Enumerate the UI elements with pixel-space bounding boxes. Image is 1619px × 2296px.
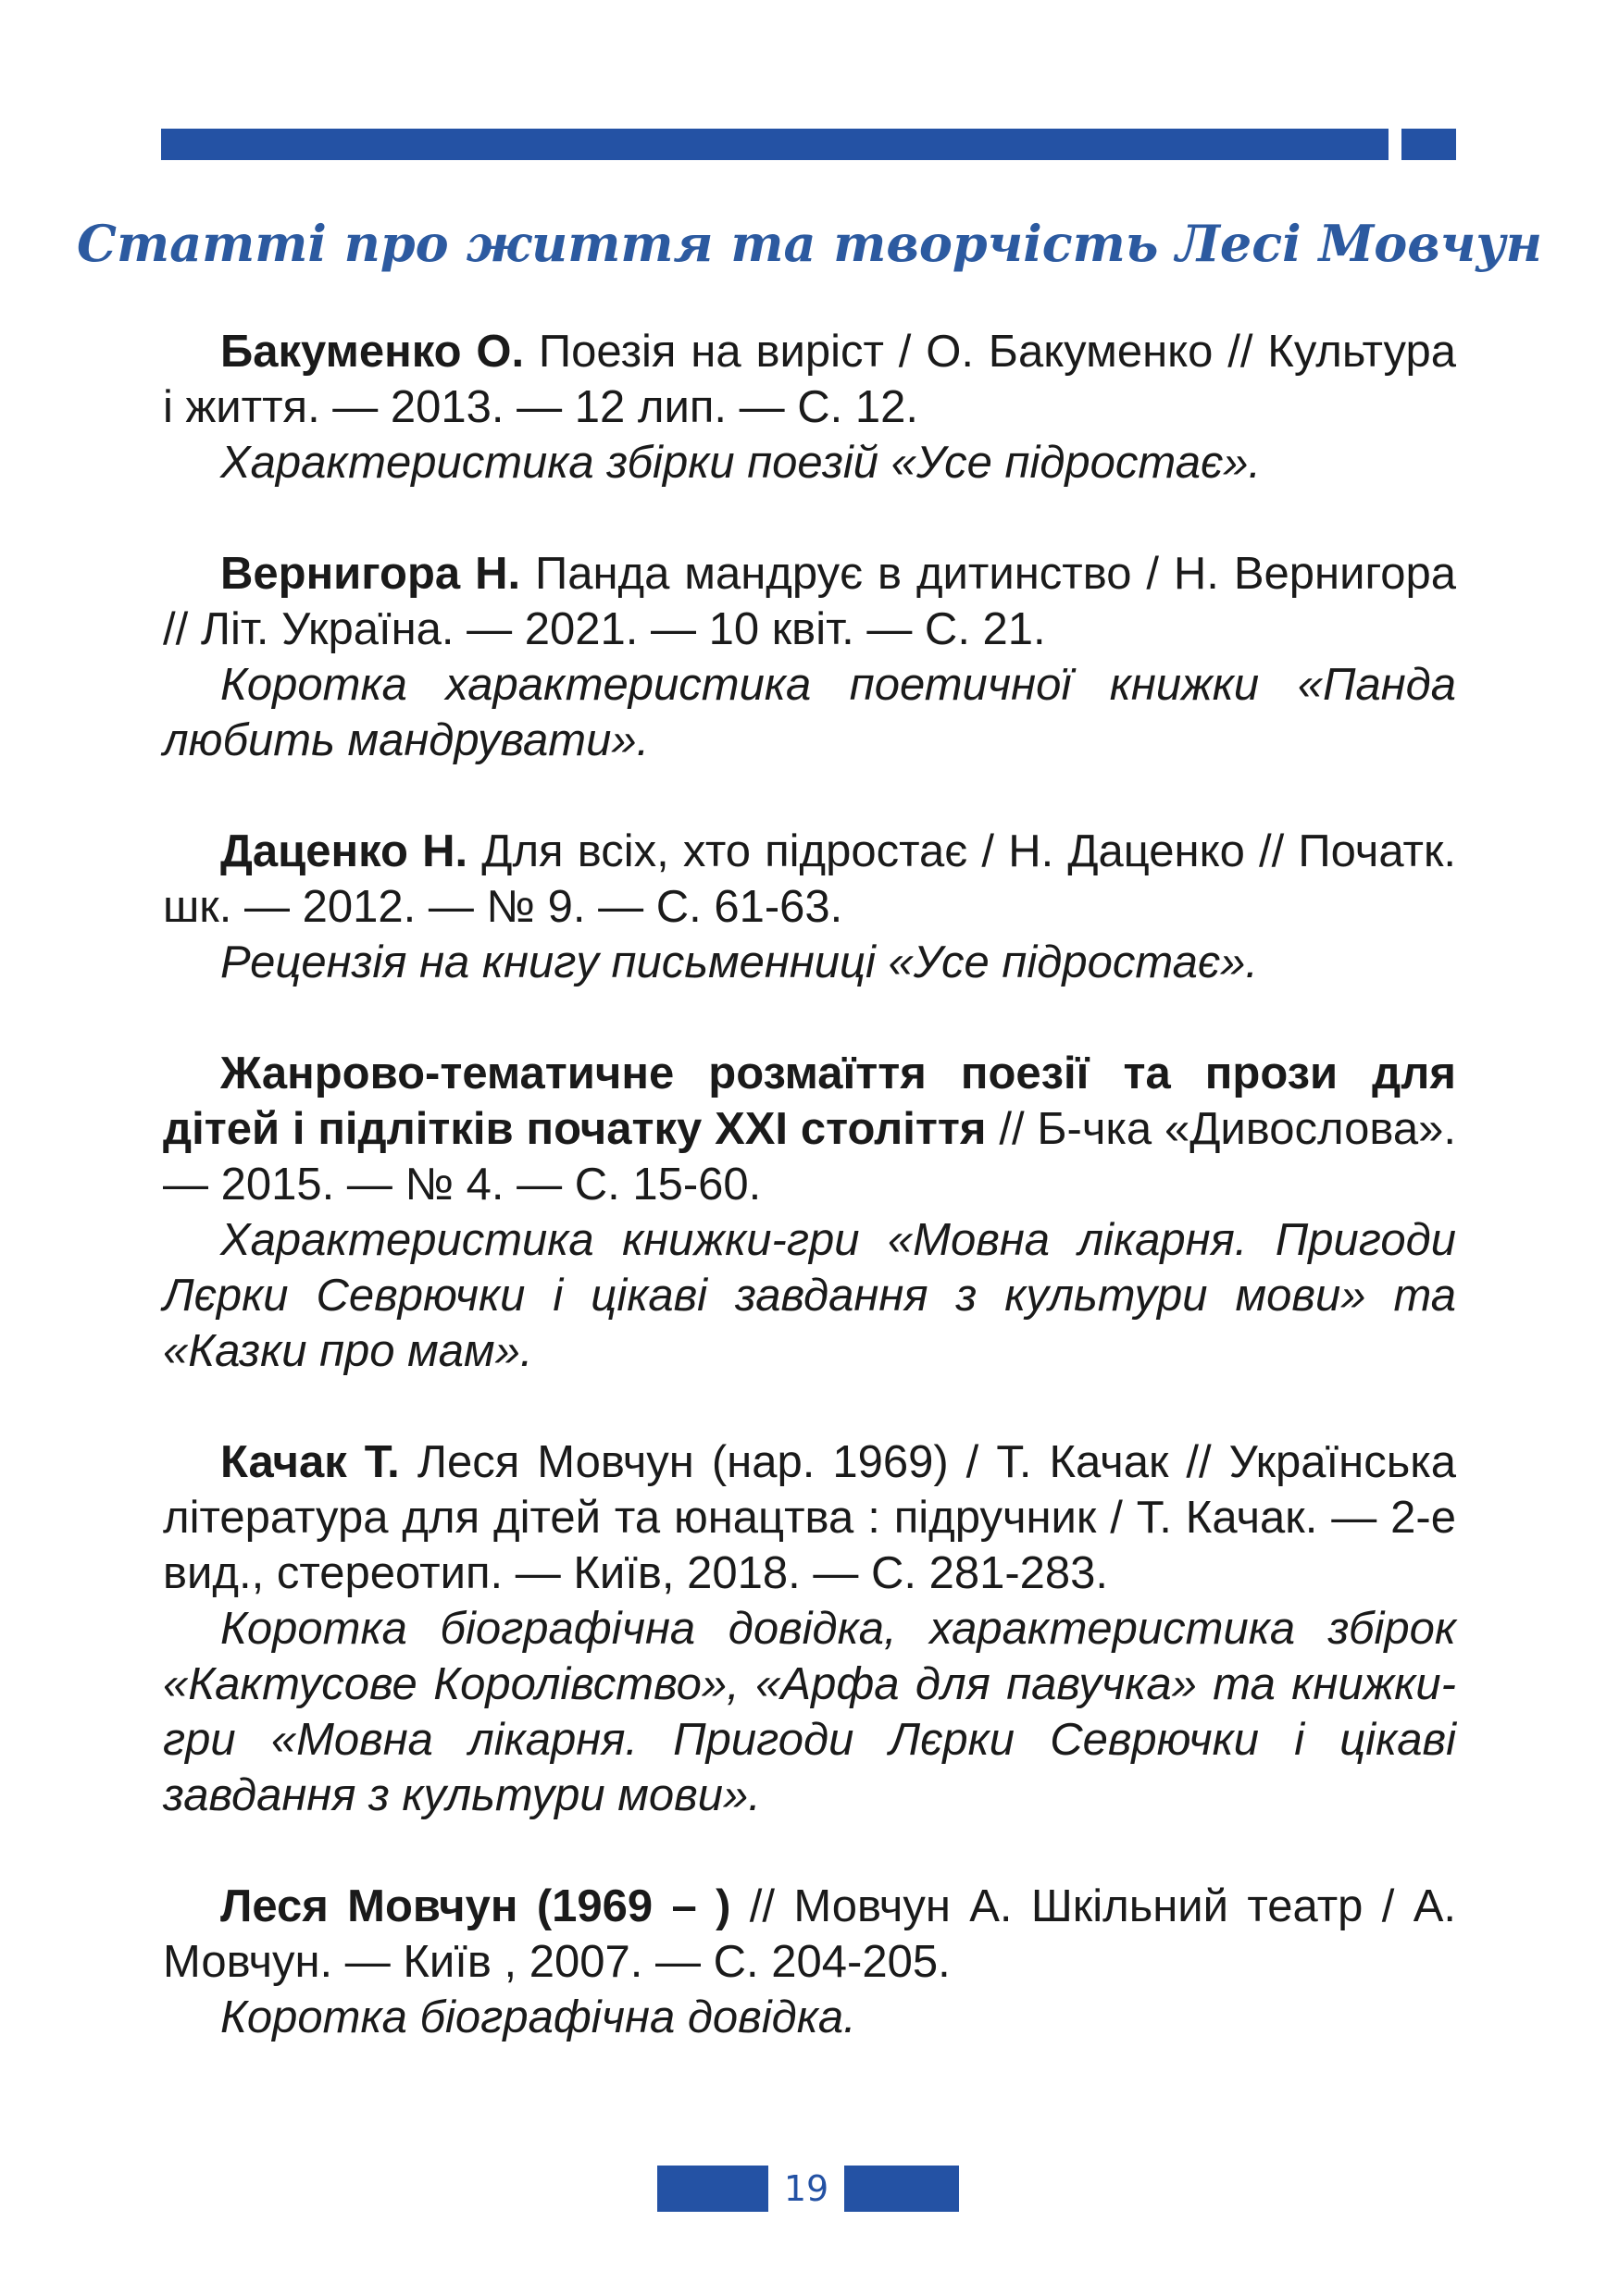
entry-citation: Для всіх, хто підростає / Н. Даценко // Початк. шк. — 2012. — № 9. — С. 61-63.: [163, 826, 1456, 932]
entry-citation: // Мовчун А. Шкільний театр / А. Мовчун. — Київ , 2007. — С. 204-205.: [163, 1881, 1456, 1987]
entry-author: Вернигора Н.: [220, 549, 521, 599]
entry-annotation: Рецензія на книгу письменниці «Усе підростає».: [220, 937, 1259, 987]
entry-citation: Панда мандрує в дитинство / Н. Вернигора // Літ. Україна. — 2021. — 10 квіт. — С. 21.: [163, 549, 1456, 654]
entry-author: Даценко Н.: [220, 826, 468, 876]
entry-annotation: Характеристика книжки-гри «Мовна лікарня. Пригоди Лєрки Севрючки і цікаві завдання з культури мови» та «Казки про мам».: [163, 1215, 1456, 1376]
entry-author: Бакуменко О.: [220, 327, 525, 377]
citation: [163, 1046, 1456, 1212]
page-footer: [0, 2166, 1619, 2212]
entry-citation: Леся Мовчун (нар. 1969) / Т. Качак // Українська література для дітей та юнацтва : підручник / Т. Качак. — 2-е вид., стереотип. — Київ, 2018. — С. 281-283.: [163, 1437, 1456, 1598]
entry-annotation: Коротка біографічна довідка, характеристика збірок «Кактусове Королівство», «Арфа для павучка» та книжки-гри «Мовна лікарня. Пригоди Лєрки Севрючки і цікаві завдання з культури мови».: [163, 1604, 1456, 1820]
citation: [163, 1434, 1456, 1601]
header-rule-end: [1401, 129, 1456, 160]
page-number: 19: [783, 2168, 829, 2209]
citation: [163, 546, 1456, 657]
entry-citation: Поезія на виріст / О. Бакуменко // Культура і життя. — 2013. — 12 лип. — С. 12.: [163, 327, 1456, 432]
header-rule: [161, 129, 1389, 160]
bibliography-entry: [163, 546, 1456, 768]
citation: [163, 824, 1456, 935]
bibliography-list: [163, 324, 1456, 2101]
entry-annotation: Характеристика збірки поезій «Усе підростає».: [220, 438, 1262, 488]
entry-author: Леся Мовчун (1969 – ): [220, 1881, 731, 1931]
bibliography-entry: [163, 324, 1456, 490]
bibliography-entry: [163, 824, 1456, 990]
citation: [163, 1879, 1456, 1990]
bibliography-entry: [163, 1879, 1456, 2045]
entry-citation: // Б-чка «Дивослова». — 2015. — № 4. — С. 15-60.: [163, 1104, 1456, 1210]
bibliography-entry: [163, 1046, 1456, 1379]
entry-annotation: Коротка біографічна довідка.: [220, 1992, 856, 2042]
entry-author: Качак Т.: [220, 1437, 400, 1487]
entry-annotation: Коротка характеристика поетичної книжки «Панда любить мандрувати».: [163, 660, 1456, 765]
footer-bar-right: [844, 2166, 959, 2212]
bibliography-entry: [163, 1434, 1456, 1823]
entry-author: Жанрово-тематичне розмаїття поезії та прози для дітей і підлітків початку XXI століття: [163, 1049, 1456, 1154]
citation: [163, 324, 1456, 435]
section-heading: Статті про життя та творчість Лесі Мовчун: [76, 214, 1543, 273]
footer-bar-left: [657, 2166, 768, 2212]
